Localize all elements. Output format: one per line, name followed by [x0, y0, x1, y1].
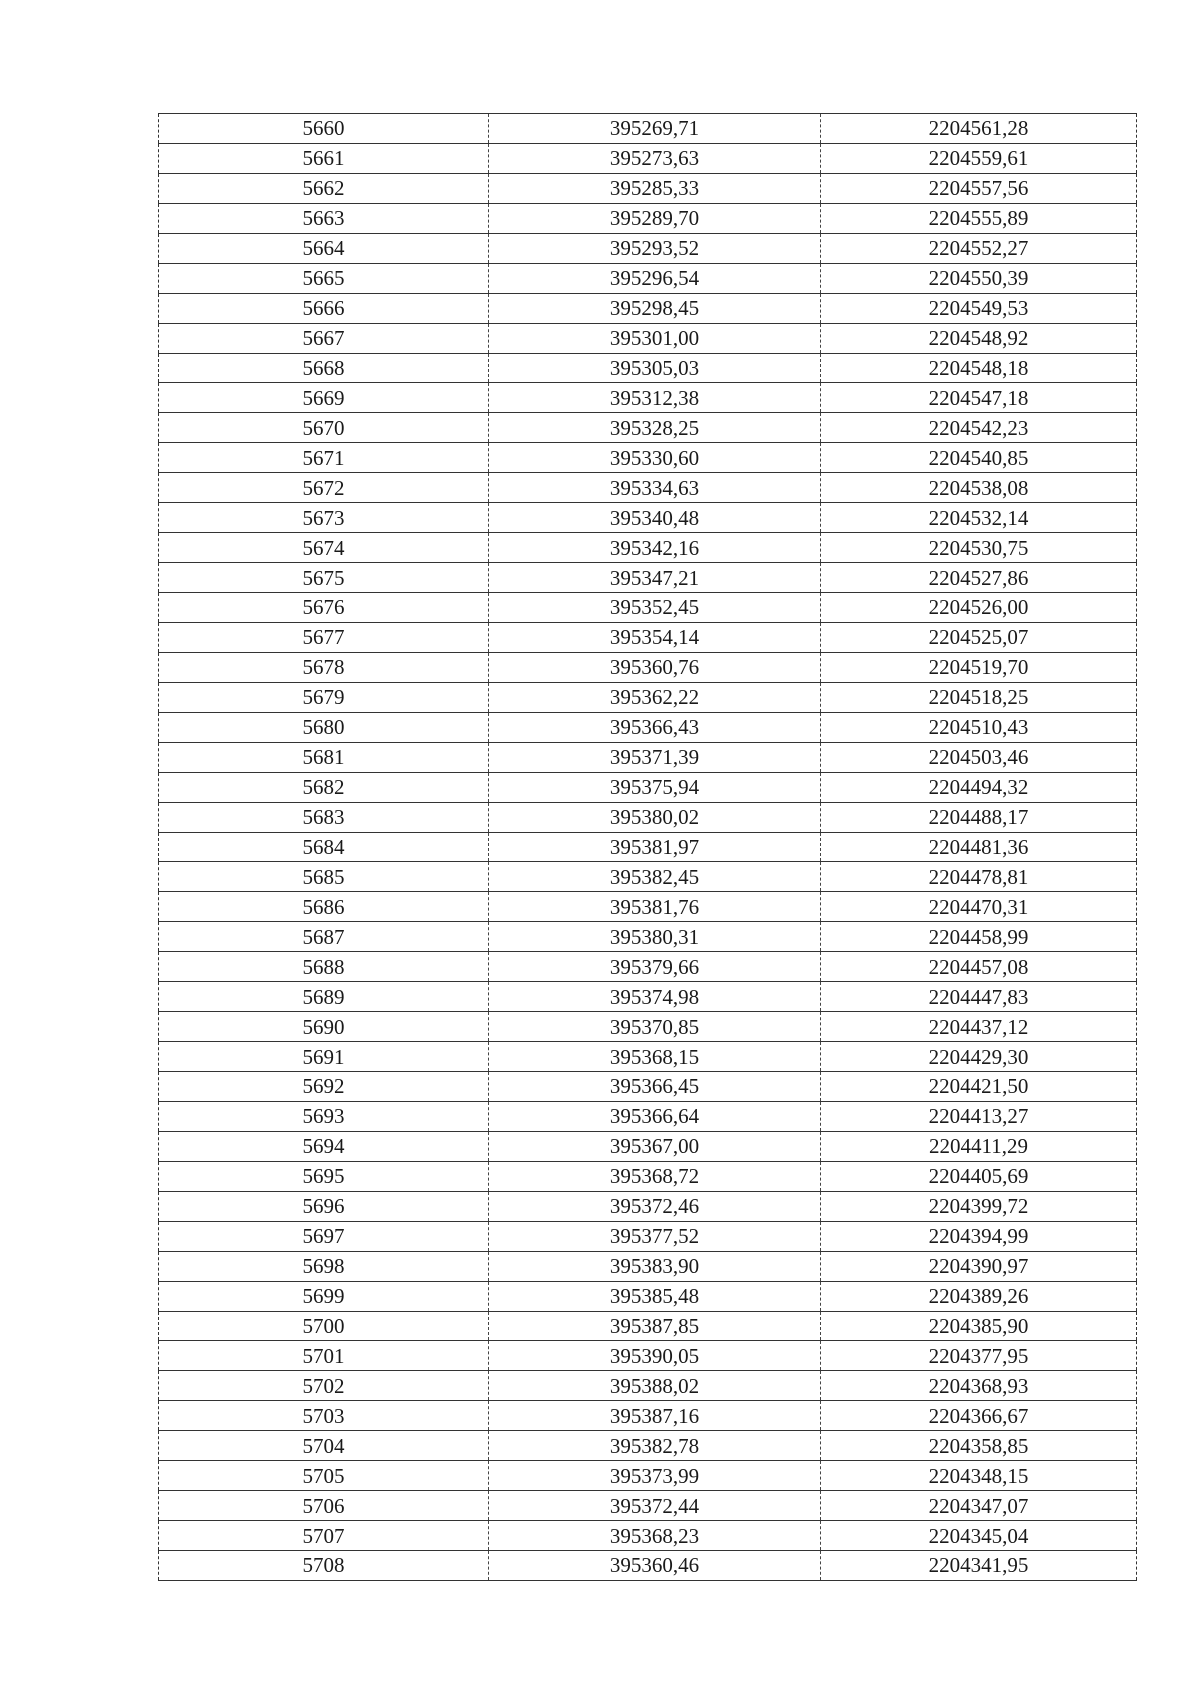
point-number-cell: 5693	[159, 1101, 489, 1131]
x-coordinate-cell: 395334,63	[489, 473, 821, 503]
point-number-cell: 5687	[159, 922, 489, 952]
point-number-cell: 5666	[159, 293, 489, 323]
x-coordinate-cell: 395362,22	[489, 682, 821, 712]
table-row	[159, 832, 1137, 862]
point-number-cell: 5706	[159, 1491, 489, 1521]
x-coordinate-cell: 395296,54	[489, 263, 821, 293]
point-number-cell: 5701	[159, 1341, 489, 1371]
y-coordinate-cell: 2204552,27	[821, 233, 1137, 263]
table-row	[159, 712, 1137, 742]
table-row	[159, 652, 1137, 682]
y-coordinate-cell: 2204488,17	[821, 802, 1137, 832]
y-coordinate-cell: 2204503,46	[821, 742, 1137, 772]
x-coordinate-cell: 395352,45	[489, 593, 821, 623]
table-row	[159, 862, 1137, 892]
y-coordinate-cell: 2204413,27	[821, 1101, 1137, 1131]
x-coordinate-cell: 395382,78	[489, 1431, 821, 1461]
x-coordinate-cell: 395301,00	[489, 323, 821, 353]
x-coordinate-cell: 395372,46	[489, 1191, 821, 1221]
x-coordinate-cell: 395342,16	[489, 533, 821, 563]
point-number-cell: 5668	[159, 353, 489, 383]
table-row	[159, 563, 1137, 593]
point-number-cell: 5669	[159, 383, 489, 413]
point-number-cell: 5678	[159, 652, 489, 682]
point-number-cell: 5691	[159, 1042, 489, 1072]
point-number-cell: 5673	[159, 503, 489, 533]
x-coordinate-cell: 395377,52	[489, 1221, 821, 1251]
x-coordinate-cell: 395305,03	[489, 353, 821, 383]
table-row	[159, 203, 1137, 233]
y-coordinate-cell: 2204366,67	[821, 1401, 1137, 1431]
y-coordinate-cell: 2204437,12	[821, 1012, 1137, 1042]
y-coordinate-cell: 2204526,00	[821, 593, 1137, 623]
x-coordinate-cell: 395360,46	[489, 1551, 821, 1581]
point-number-cell: 5683	[159, 802, 489, 832]
table-row	[159, 1461, 1137, 1491]
x-coordinate-cell: 395269,71	[489, 114, 821, 144]
point-number-cell: 5692	[159, 1072, 489, 1102]
x-coordinate-cell: 395293,52	[489, 233, 821, 263]
x-coordinate-cell: 395360,76	[489, 652, 821, 682]
table-row	[159, 293, 1137, 323]
point-number-cell: 5696	[159, 1191, 489, 1221]
x-coordinate-cell: 395381,76	[489, 892, 821, 922]
point-number-cell: 5663	[159, 203, 489, 233]
y-coordinate-cell: 2204394,99	[821, 1221, 1137, 1251]
table-row	[159, 742, 1137, 772]
point-number-cell: 5700	[159, 1311, 489, 1341]
point-number-cell: 5694	[159, 1131, 489, 1161]
x-coordinate-cell: 395367,00	[489, 1131, 821, 1161]
x-coordinate-cell: 395347,21	[489, 563, 821, 593]
table-row	[159, 982, 1137, 1012]
y-coordinate-cell: 2204555,89	[821, 203, 1137, 233]
point-number-cell: 5672	[159, 473, 489, 503]
y-coordinate-cell: 2204429,30	[821, 1042, 1137, 1072]
y-coordinate-cell: 2204341,95	[821, 1551, 1137, 1581]
table-row	[159, 892, 1137, 922]
point-number-cell: 5703	[159, 1401, 489, 1431]
point-number-cell: 5704	[159, 1431, 489, 1461]
point-number-cell: 5665	[159, 263, 489, 293]
table-row	[159, 114, 1137, 144]
table-row	[159, 443, 1137, 473]
table-row	[159, 802, 1137, 832]
point-number-cell: 5707	[159, 1521, 489, 1551]
x-coordinate-cell: 395387,16	[489, 1401, 821, 1431]
table-row	[159, 1101, 1137, 1131]
table-row	[159, 682, 1137, 712]
y-coordinate-cell: 2204540,85	[821, 443, 1137, 473]
y-coordinate-cell: 2204494,32	[821, 772, 1137, 802]
point-number-cell: 5686	[159, 892, 489, 922]
y-coordinate-cell: 2204481,36	[821, 832, 1137, 862]
x-coordinate-cell: 395354,14	[489, 622, 821, 652]
table-row	[159, 622, 1137, 652]
table-row	[159, 413, 1137, 443]
point-number-cell: 5674	[159, 533, 489, 563]
point-number-cell: 5675	[159, 563, 489, 593]
table-row	[159, 353, 1137, 383]
x-coordinate-cell: 395385,48	[489, 1281, 821, 1311]
y-coordinate-cell: 2204390,97	[821, 1251, 1137, 1281]
table-row	[159, 263, 1137, 293]
table-row	[159, 233, 1137, 263]
y-coordinate-cell: 2204347,07	[821, 1491, 1137, 1521]
x-coordinate-cell: 395340,48	[489, 503, 821, 533]
table-row	[159, 1072, 1137, 1102]
table-row	[159, 1311, 1137, 1341]
x-coordinate-cell: 395368,23	[489, 1521, 821, 1551]
point-number-cell: 5685	[159, 862, 489, 892]
y-coordinate-cell: 2204542,23	[821, 413, 1137, 443]
y-coordinate-cell: 2204557,56	[821, 173, 1137, 203]
x-coordinate-cell: 395285,33	[489, 173, 821, 203]
y-coordinate-cell: 2204368,93	[821, 1371, 1137, 1401]
point-number-cell: 5661	[159, 143, 489, 173]
x-coordinate-cell: 395388,02	[489, 1371, 821, 1401]
y-coordinate-cell: 2204377,95	[821, 1341, 1137, 1371]
y-coordinate-cell: 2204458,99	[821, 922, 1137, 952]
table-row	[159, 1491, 1137, 1521]
y-coordinate-cell: 2204385,90	[821, 1311, 1137, 1341]
point-number-cell: 5705	[159, 1461, 489, 1491]
y-coordinate-cell: 2204447,83	[821, 982, 1137, 1012]
point-number-cell: 5660	[159, 114, 489, 144]
coordinates-table-body	[159, 114, 1137, 1581]
y-coordinate-cell: 2204358,85	[821, 1431, 1137, 1461]
point-number-cell: 5695	[159, 1161, 489, 1191]
point-number-cell: 5671	[159, 443, 489, 473]
table-row	[159, 1161, 1137, 1191]
y-coordinate-cell: 2204559,61	[821, 143, 1137, 173]
y-coordinate-cell: 2204478,81	[821, 862, 1137, 892]
y-coordinate-cell: 2204525,07	[821, 622, 1137, 652]
table-row	[159, 323, 1137, 353]
point-number-cell: 5662	[159, 173, 489, 203]
x-coordinate-cell: 395330,60	[489, 443, 821, 473]
y-coordinate-cell: 2204548,18	[821, 353, 1137, 383]
x-coordinate-cell: 395382,45	[489, 862, 821, 892]
table-row	[159, 143, 1137, 173]
x-coordinate-cell: 395380,31	[489, 922, 821, 952]
table-row	[159, 1131, 1137, 1161]
point-number-cell: 5681	[159, 742, 489, 772]
x-coordinate-cell: 395380,02	[489, 802, 821, 832]
table-row	[159, 1251, 1137, 1281]
point-number-cell: 5677	[159, 622, 489, 652]
y-coordinate-cell: 2204547,18	[821, 383, 1137, 413]
table-row	[159, 1401, 1137, 1431]
table-row	[159, 1371, 1137, 1401]
y-coordinate-cell: 2204532,14	[821, 503, 1137, 533]
x-coordinate-cell: 395366,45	[489, 1072, 821, 1102]
x-coordinate-cell: 395273,63	[489, 143, 821, 173]
point-number-cell: 5684	[159, 832, 489, 862]
point-number-cell: 5690	[159, 1012, 489, 1042]
x-coordinate-cell: 395368,72	[489, 1161, 821, 1191]
x-coordinate-cell: 395366,64	[489, 1101, 821, 1131]
x-coordinate-cell: 395383,90	[489, 1251, 821, 1281]
table-row	[159, 173, 1137, 203]
x-coordinate-cell: 395371,39	[489, 742, 821, 772]
table-row	[159, 1042, 1137, 1072]
x-coordinate-cell: 395372,44	[489, 1491, 821, 1521]
table-row	[159, 383, 1137, 413]
point-number-cell: 5682	[159, 772, 489, 802]
table-row	[159, 1281, 1137, 1311]
y-coordinate-cell: 2204519,70	[821, 652, 1137, 682]
x-coordinate-cell: 395390,05	[489, 1341, 821, 1371]
x-coordinate-cell: 395373,99	[489, 1461, 821, 1491]
x-coordinate-cell: 395298,45	[489, 293, 821, 323]
y-coordinate-cell: 2204411,29	[821, 1131, 1137, 1161]
x-coordinate-cell: 395312,38	[489, 383, 821, 413]
table-row	[159, 1191, 1137, 1221]
point-number-cell: 5680	[159, 712, 489, 742]
y-coordinate-cell: 2204457,08	[821, 952, 1137, 982]
point-number-cell: 5670	[159, 413, 489, 443]
x-coordinate-cell: 395374,98	[489, 982, 821, 1012]
y-coordinate-cell: 2204389,26	[821, 1281, 1137, 1311]
y-coordinate-cell: 2204549,53	[821, 293, 1137, 323]
table-row	[159, 1012, 1137, 1042]
y-coordinate-cell: 2204345,04	[821, 1521, 1137, 1551]
table-row	[159, 1341, 1137, 1371]
x-coordinate-cell: 395370,85	[489, 1012, 821, 1042]
table-row	[159, 503, 1137, 533]
y-coordinate-cell: 2204561,28	[821, 114, 1137, 144]
point-number-cell: 5697	[159, 1221, 489, 1251]
point-number-cell: 5679	[159, 682, 489, 712]
x-coordinate-cell: 395381,97	[489, 832, 821, 862]
point-number-cell: 5702	[159, 1371, 489, 1401]
table-row	[159, 473, 1137, 503]
table-row	[159, 1431, 1137, 1461]
point-number-cell: 5676	[159, 593, 489, 623]
x-coordinate-cell: 395328,25	[489, 413, 821, 443]
point-number-cell: 5664	[159, 233, 489, 263]
table-row	[159, 1221, 1137, 1251]
x-coordinate-cell: 395387,85	[489, 1311, 821, 1341]
x-coordinate-cell: 395366,43	[489, 712, 821, 742]
point-number-cell: 5708	[159, 1551, 489, 1581]
point-number-cell: 5689	[159, 982, 489, 1012]
y-coordinate-cell: 2204527,86	[821, 563, 1137, 593]
point-number-cell: 5698	[159, 1251, 489, 1281]
table-row	[159, 772, 1137, 802]
x-coordinate-cell: 395375,94	[489, 772, 821, 802]
y-coordinate-cell: 2204470,31	[821, 892, 1137, 922]
y-coordinate-cell: 2204538,08	[821, 473, 1137, 503]
y-coordinate-cell: 2204348,15	[821, 1461, 1137, 1491]
x-coordinate-cell: 395289,70	[489, 203, 821, 233]
y-coordinate-cell: 2204405,69	[821, 1161, 1137, 1191]
x-coordinate-cell: 395379,66	[489, 952, 821, 982]
table-row	[159, 593, 1137, 623]
y-coordinate-cell: 2204548,92	[821, 323, 1137, 353]
point-number-cell: 5699	[159, 1281, 489, 1311]
table-row	[159, 533, 1137, 563]
y-coordinate-cell: 2204399,72	[821, 1191, 1137, 1221]
y-coordinate-cell: 2204421,50	[821, 1072, 1137, 1102]
point-number-cell: 5667	[159, 323, 489, 353]
table-row	[159, 1551, 1137, 1581]
coordinates-table	[158, 113, 1137, 1581]
table-row	[159, 952, 1137, 982]
y-coordinate-cell: 2204550,39	[821, 263, 1137, 293]
y-coordinate-cell: 2204510,43	[821, 712, 1137, 742]
table-row	[159, 1521, 1137, 1551]
y-coordinate-cell: 2204530,75	[821, 533, 1137, 563]
point-number-cell: 5688	[159, 952, 489, 982]
x-coordinate-cell: 395368,15	[489, 1042, 821, 1072]
y-coordinate-cell: 2204518,25	[821, 682, 1137, 712]
table-row	[159, 922, 1137, 952]
